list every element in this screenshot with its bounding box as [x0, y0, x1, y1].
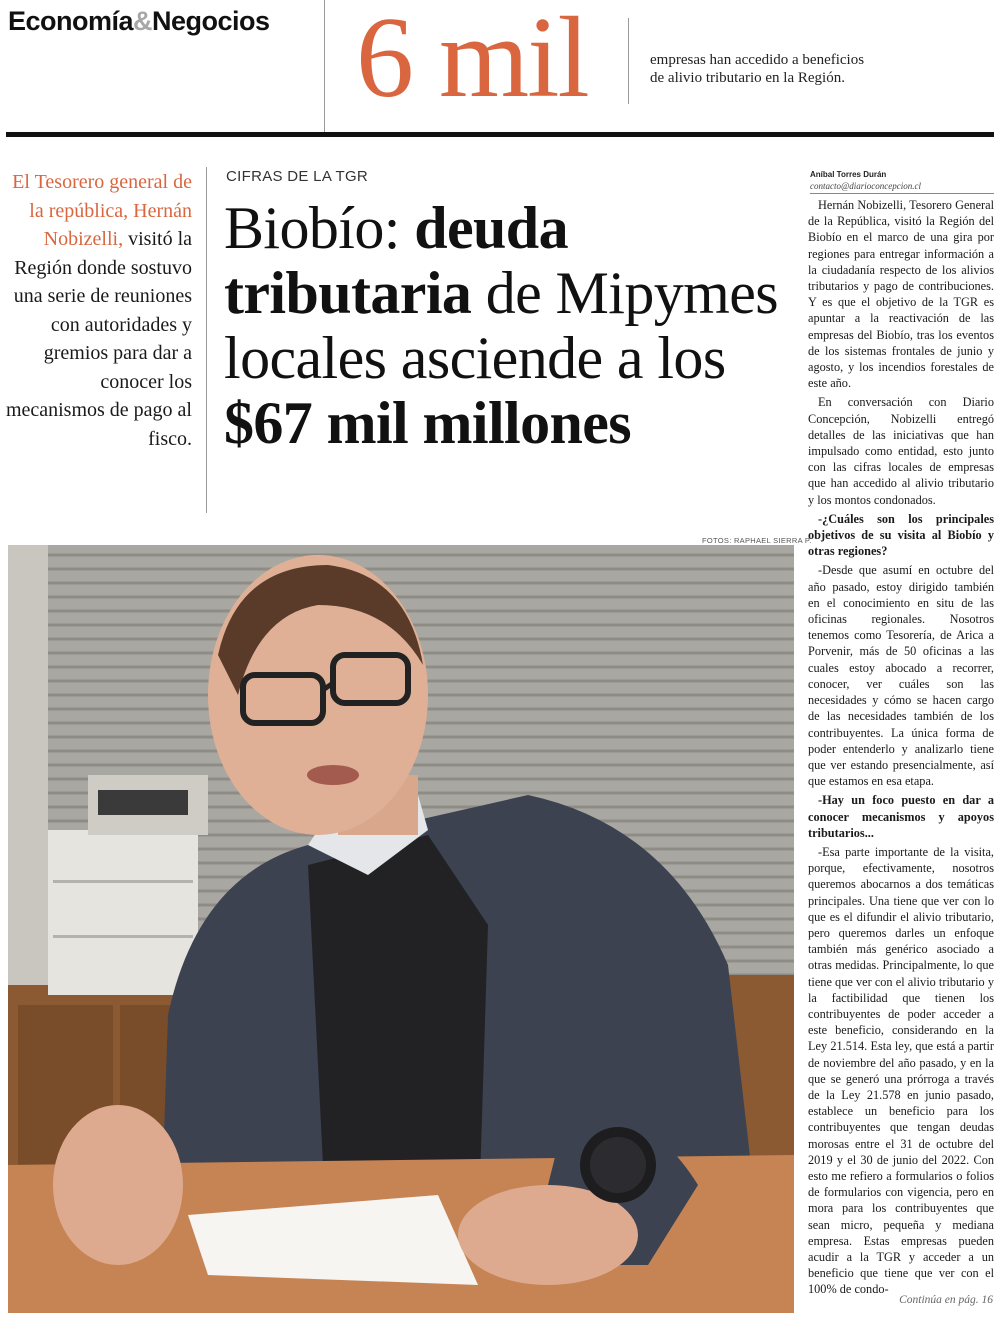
highlight-caption-line2: de alivio tributario en la Región. [650, 70, 845, 86]
byline-email: contacto@diarioconcepcion.cl [810, 181, 921, 191]
headline-bold-2: $67 mil millones [224, 390, 632, 456]
highlight-caption-line1: empresas han accedido a beneficios [650, 52, 865, 68]
deck-body-text: visitó la Región donde sostuvo una serie de reuniones con autoridades y gremios para dar a conocer los mecanismos de pago al fisco. [5, 228, 192, 450]
headline-part1: Biobío: [224, 195, 415, 261]
article-paragraph-3: -Desde que asumí en octubre del año pasado, estoy dirigido también en el conocimiento en situ de las oficinas regionales. Nosotros tenemos como Tesorería, de Arica a Porvenir, más de 50 oficinas a las cuales estoy abocado a recorrer, conocer, ver cuáles son las necesidades y cómo se hacen cargo de las necesidades también de los contribuyentes. La única forma de poder entenderlo y analizarlo tiene que ver estando presencialmente, así que estamos en esa etapa. [808, 563, 994, 789]
deck-accent-text: El Tesorero general de la república, Hernán Nobizelli, [12, 171, 192, 250]
article-paragraph-4: -Esa parte importante de la visita, porque, efectivamente, nosotros queremos abocarnos a dos temáticas principales. Una tiene que ver con lo que es el difundir el alivio tributario, pero queremos darles un enfoque también más genérico asociado a otras medidas. Principalmente, lo que tiene que ver con el alivio tributario y la factibilidad que tienen los contribuyentes de poder acceder a este beneficio, considerando en la Ley 21.514. Esta ley, que está a partir de noviembre del año pasado, y en la que se generó una prórroga a través de la Ley 21.578 en junio pasado, establece un beneficio para los contribuyentes que tengan deudas morosas entre el 31 de octubre del 2019 y el 30 de junio del 2022. Con esto me refiero a formularios o folios de formularios con vigencia, pero en mora para los contribuyentes que sean micro, pequeña y mediana empresa. Estas empresas pueden acudir a la TGR y acceder a un beneficio que tiene que ver con el 100% de condo- [808, 844, 994, 1297]
section-title-part2: Negocios [152, 6, 270, 36]
section-title [8, 6, 270, 37]
article-body [808, 197, 994, 1301]
continue-note: Continúa en pág. 16 [899, 1294, 993, 1306]
highlight-divider [628, 18, 629, 104]
headline-part3: de Mipymes locales asciende a los [224, 260, 779, 391]
article-paragraph-1: Hernán Nobizelli, Tesorero General de la República, visitó la Región del Biobío en el marco de una gira por regiones para entregar información a la ciudadanía respecto de los alivios tributarios y pago de contribuciones. Y es que el objetivo de la TGR es apuntar a la reactivación de las empresas del Biobío, tras los eventos de los sistemas frontales de junio y agosto, y los incendios forestales de este año. [808, 198, 994, 391]
header-divider [324, 0, 325, 134]
article-deck [4, 168, 192, 453]
section-title-ampersand: & [133, 6, 153, 36]
deck-divider [206, 167, 207, 513]
article-kicker: CIFRAS DE LA TGR [226, 168, 369, 185]
byline-author: Aníbal Torres Durán [810, 170, 887, 179]
article-photo [8, 545, 794, 1313]
highlight-caption [650, 51, 970, 87]
headline-bold-1: deuda tributaria [224, 195, 568, 326]
section-title-part1: Economía [8, 6, 134, 36]
article-headline [224, 196, 804, 456]
article-question-1: -¿Cuáles son los principales objetivos de su visita al Biobío y otras regiones? [808, 511, 994, 559]
article-question-2: -Hay un foco puesto en dar a conocer mecanismos y apoyos tributarios... [808, 793, 994, 840]
photo-credit: FOTOS: RAPHAEL SIERRA P. [702, 536, 812, 545]
highlight-number: 6 mil [356, 0, 588, 122]
article-paragraph-2: En conversación con Diario Concepción, Nobizelli entregó detalles de las iniciativas que han impulsado como entidad, esto junto con las cifras locales de empresas que han accedido al alivio tributario y los montos condonados. [808, 395, 994, 507]
byline-rule [810, 193, 994, 194]
photo-illustration [8, 545, 794, 1313]
header-rule [6, 132, 994, 137]
